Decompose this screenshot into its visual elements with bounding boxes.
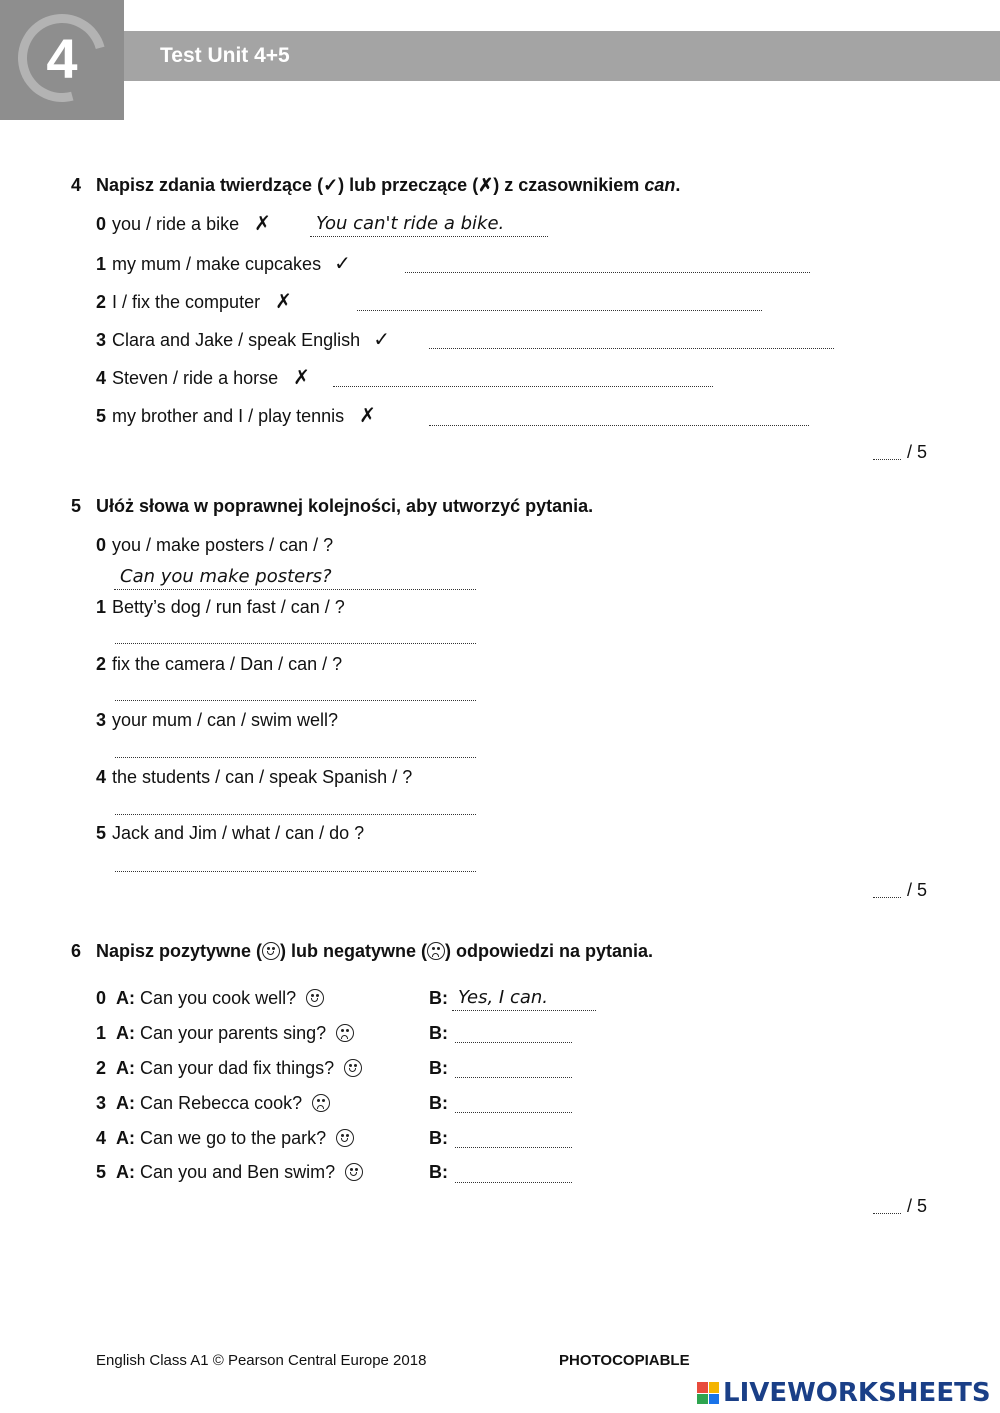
score-field[interactable] xyxy=(873,1213,901,1214)
sad-face-icon xyxy=(336,1024,354,1042)
exercise-6-answer-label: B: xyxy=(429,1093,448,1113)
cross-mark-icon: ✗ xyxy=(254,213,271,235)
brand-grid-icon xyxy=(697,1382,719,1404)
answer-field[interactable] xyxy=(333,386,713,387)
happy-face-icon xyxy=(345,1163,363,1181)
exercise-5-item: 3 your mum / can / swim well? xyxy=(96,710,339,730)
exercise-6-question: 1 A: Can your parents sing? xyxy=(96,1022,354,1044)
happy-face-icon xyxy=(344,1059,362,1077)
answer-field[interactable] xyxy=(115,643,476,644)
answer-field[interactable] xyxy=(455,1147,572,1148)
answer-field[interactable] xyxy=(455,1112,572,1113)
happy-face-icon xyxy=(262,942,280,960)
score-field[interactable] xyxy=(873,897,901,898)
exercise-6-answer-label: B: xyxy=(429,1058,448,1078)
answer-field[interactable] xyxy=(115,700,476,701)
exercise-4-score: / 5 xyxy=(873,441,927,463)
answer-field[interactable] xyxy=(455,1077,572,1078)
answer-field[interactable] xyxy=(455,1042,572,1043)
photocopiable-label: PHOTOCOPIABLE xyxy=(559,1352,690,1369)
answer-field[interactable] xyxy=(357,310,762,311)
exercise-6-number: 6 xyxy=(71,941,82,961)
exercise-6-question: 3 A: Can Rebecca cook? xyxy=(96,1092,330,1114)
example-answer: Yes, I can. xyxy=(452,987,596,1011)
brand-name: LIVEWORKSHEETS xyxy=(723,1378,991,1408)
page-title: Test Unit 4+5 xyxy=(160,44,290,67)
cross-mark-icon: ✗ xyxy=(275,291,292,313)
check-mark-icon: ✓ xyxy=(334,253,351,275)
answer-field[interactable] xyxy=(115,871,476,872)
answer-field[interactable] xyxy=(115,757,476,758)
cross-mark-icon: ✗ xyxy=(359,405,376,427)
answer-field[interactable] xyxy=(429,425,809,426)
example-answer: Can you make posters? xyxy=(114,566,476,590)
check-mark-icon: ✓ xyxy=(373,329,390,351)
cross-mark-icon: ✗ xyxy=(293,367,310,389)
exercise-6-answer-label: B: xyxy=(429,1023,448,1043)
exercise-6-question: 2 A: Can your dad fix things? xyxy=(96,1057,362,1079)
exercise-6-question: 0 A: Can you cook well? xyxy=(96,987,324,1009)
exercise-4-title: Napisz zdania twierdzące (✓) lub przeczące (✗) z czasownikiem can. xyxy=(96,175,681,195)
exercise-6-answer-label: B: xyxy=(429,1162,448,1182)
sad-face-icon xyxy=(427,942,445,960)
exercise-5-item: 5 Jack and Jim / what / can / do ? xyxy=(96,823,365,843)
exercise-5-title: Ułóż słowa w poprawnej kolejności, aby utworzyć pytania. xyxy=(96,496,594,516)
exercise-6-question: 4 A: Can we go to the park? xyxy=(96,1127,354,1149)
happy-face-icon xyxy=(336,1129,354,1147)
exercise-4-item: 2 I / fix the computer ✗ xyxy=(96,291,292,313)
answer-field[interactable] xyxy=(429,348,834,349)
exercise-4-item: 1 my mum / make cupcakes ✓ xyxy=(96,253,351,275)
unit-number: 4 xyxy=(46,27,78,90)
exercise-6-question: 5 A: Can you and Ben swim? xyxy=(96,1161,363,1183)
copyright-note: English Class A1 © Pearson Central Europe 2018 xyxy=(96,1352,427,1369)
score-field[interactable] xyxy=(873,459,901,460)
exercise-5-item: 4 the students / can / speak Spanish / ? xyxy=(96,767,413,787)
brand-logo[interactable] xyxy=(697,1378,991,1408)
answer-field[interactable] xyxy=(115,814,476,815)
exercise-6-title: Napisz pozytywne ( ) lub negatywne ( ) odpowiedzi na pytania. xyxy=(96,941,654,961)
example-answer: You can't ride a bike. xyxy=(310,213,548,237)
exercise-5-number: 5 xyxy=(71,496,82,516)
exercise-5-score: / 5 xyxy=(873,879,927,901)
exercise-6-answer-label: B: xyxy=(429,988,448,1008)
exercise-4-item: 4 Steven / ride a horse ✗ xyxy=(96,367,310,389)
exercise-4-number: 4 xyxy=(71,175,82,195)
exercise-5-item: 0 you / make posters / can / ? xyxy=(96,535,334,555)
exercise-6-answer-label: B: xyxy=(429,1128,448,1148)
exercise-4-item: 3 Clara and Jake / speak English ✓ xyxy=(96,329,390,351)
exercise-4-item: 0 you / ride a bike ✗ xyxy=(96,213,271,235)
sad-face-icon xyxy=(312,1094,330,1112)
answer-field[interactable] xyxy=(405,272,810,273)
exercise-5-item: 1 Betty’s dog / run fast / can / ? xyxy=(96,597,345,617)
answer-field[interactable] xyxy=(455,1182,572,1183)
exercise-4-item: 5 my brother and I / play tennis ✗ xyxy=(96,405,376,427)
exercise-5-item: 2 fix the camera / Dan / can / ? xyxy=(96,654,343,674)
exercise-6-score: / 5 xyxy=(873,1195,927,1217)
happy-face-icon xyxy=(306,989,324,1007)
